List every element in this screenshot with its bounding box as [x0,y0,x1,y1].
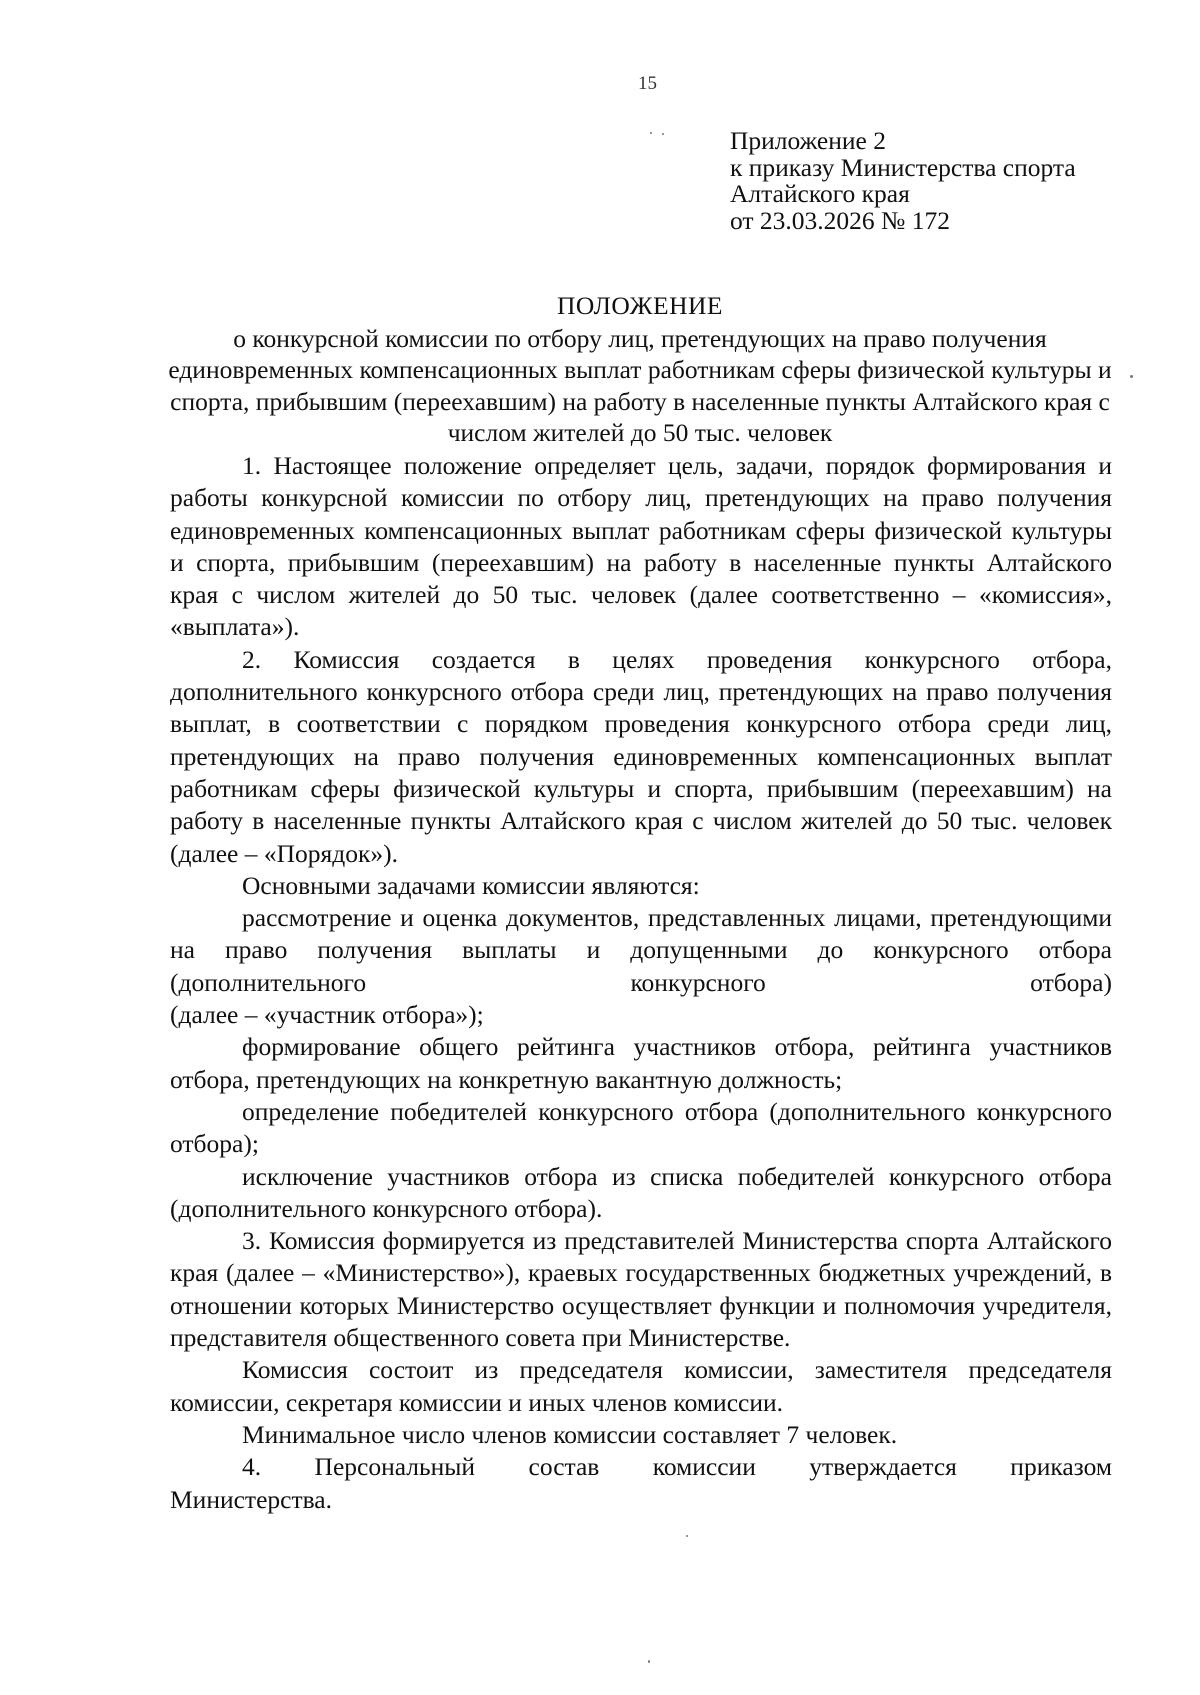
paragraph: (далее – «участник отбора»); [170,1000,484,1030]
annex-line: к приказу Министерства спорта [730,152,1076,182]
document-title [160,290,1120,449]
paragraph: 4. Персональный состав комиссии утверждается приказом [242,1452,1112,1482]
paragraph: 2. Комиссия создается в целях проведения конкурсного отбора, дополнительного конкурсного отбора среди лиц, претендующих на право получения выплат, в соответствии с порядком проведения конкурсного отбора среди лиц, претендующих на право получения единовременных компенсационных выплат работникам сферы физической культуры и спорта, прибывшим (переехавшим) на работу в населенные пункты Алтайского края с числом жителей до 50 тыс. человек (далее – «Порядок»). [170,644,1112,868]
annex-block [730,128,1076,234]
paragraph: определение победителей конкурсного отбора (дополнительного конкурсного отбора); [170,1096,1112,1159]
annex-line: Приложение 2 [730,126,886,155]
scan-speck [650,132,652,134]
paragraph: Министерства. [170,1484,333,1514]
paragraph: 1. Настоящее положение определяет цель, задачи, порядок формирования и работы конкурсной комиссии по отбору лиц, претендующих на право получения единовременных компенсационных выплат работникам сферы физической культуры и спорта, прибывшим (переехавшим) на работу в населенные пункты Алтайского края с числом жителей до 50 тыс. человек (далее соответственно – «комиссия», «выплата»). [170,451,1112,642]
annex-line: от 23.03.2026 № 172 [730,205,951,235]
scan-speck [648,1660,650,1663]
paragraph: Комиссия состоит из председателя комиссии, заместителя председателя комиссии, секретаря комиссии и иных членов комиссии. [170,1355,1112,1417]
scan-speck [662,133,664,135]
scan-speck [1130,375,1133,378]
annex-line: Алтайского края [730,179,910,208]
paragraph: 3. Комиссия формируется из представителей Министерства спорта Алтайского края (далее – «Министерство»), краевых государственных бюджетных учреждений, в отношении которых Министерство осуществляет функции и полномочия учредителя, представителя общественного совета при Министерстве. [170,1226,1112,1353]
document-body [170,450,1112,1516]
scan-speck [686,1535,688,1537]
paragraph: формирование общего рейтинга участников отбора, рейтинга участников отбора, претендующих на конкретную вакантную должность; [170,1032,1112,1094]
paragraph: Минимальное число членов комиссии составляет 7 человек. [242,1419,898,1449]
paragraph: Основными задачами комиссии являются: [242,870,700,900]
page-number: 15 [638,73,657,94]
title-heading: ПОЛОЖЕНИЕ [557,291,723,320]
paragraph: рассмотрение и оценка документов, представленных лицами, претендующими на право получения выплаты и допущенными до конкурсного отбора (дополнительного конкурсного отбора) [170,903,1112,997]
title-subtitle: о конкурсной комиссии по отбору лиц, претендующих на право получения единовременных компенсационных выплат работникам сферы физической культуры и спорта, прибывшим (переехавшим) на работу в населенные пункты Алтайского края с числом жителей до 50 тыс. человек [168,323,1112,447]
paragraph: исключение участников отбора из списка победителей конкурсного отбора (дополнительного конкурсного отбора). [170,1161,1112,1223]
